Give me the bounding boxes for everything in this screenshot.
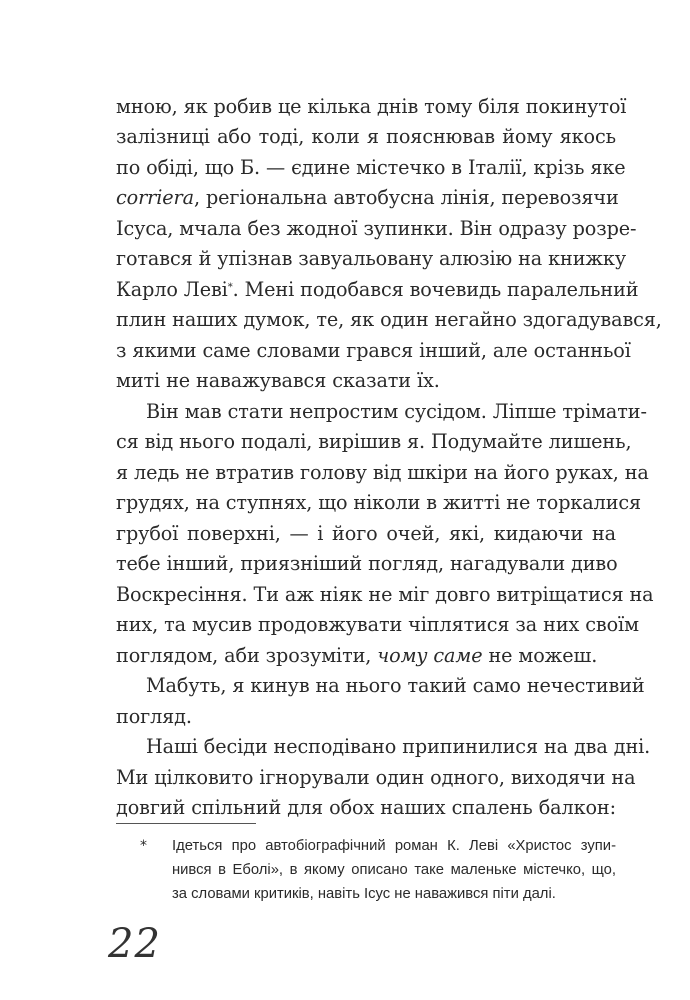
text-line <box>116 183 619 213</box>
footnote-line: за словами критиків, навіть Ісус не наважився піти далі. <box>172 886 556 902</box>
text-line: погляд. <box>116 705 192 728</box>
text-line: грубої поверхні, — і його очей, які, кидаючи на <box>116 522 616 545</box>
text-line: я ледь не втратив голову від шкіри на його руках, на <box>116 461 649 484</box>
text-span: . Мені подобався вочевидь паралельний <box>232 278 639 301</box>
italic-word: чому саме <box>377 644 483 667</box>
text-line: миті не наважувався сказати їх. <box>116 369 440 392</box>
text-line: Мабуть, я кинув на нього такий само нечестивий <box>146 674 645 697</box>
text-line <box>116 641 616 671</box>
footnote-line: Ідеться про автобіографічний роман К. Леві «Христос зупи- <box>172 838 616 854</box>
text-span: поглядом, аби зрозуміти, <box>116 644 378 667</box>
text-line: по обіді, що Б. — єдине містечко в Італії, крізь яке <box>116 156 626 179</box>
text-line: довгий спільний для обох наших спалень балкон: <box>116 796 616 819</box>
text-line: Він мав стати непростим сусідом. Ліпше трімати- <box>146 400 647 423</box>
text-line: з якими саме словами грався інший, але останньої <box>116 339 631 362</box>
footnote-mark: * <box>140 838 147 854</box>
text-span: , регіональна автобусна лінія, перевозячи <box>193 186 619 209</box>
text-line: Наші бесіди несподівано припинилися на два дні. <box>146 735 651 758</box>
page-number: 22 <box>108 921 161 967</box>
text-span: не можеш. <box>482 644 598 667</box>
italic-word: corriera <box>116 186 194 209</box>
text-line: мною, як робив це кілька днів тому біля покинутої <box>116 95 627 118</box>
footnote-line: нився в Еболі», в якому описано таке маленьке містечко, що, <box>172 862 616 878</box>
text-line <box>116 275 639 305</box>
footnote-rule <box>116 823 256 824</box>
text-line: Ми цілковито ігнорували один одного, виходячи на <box>116 766 636 789</box>
text-line: тебе інший, приязніший погляд, нагадували диво <box>116 552 618 575</box>
text-span: Карло Леві <box>116 278 228 301</box>
text-line: Воскресіння. Ти аж ніяк не міг довго витріщатися на <box>116 583 654 606</box>
text-line: грудях, на ступнях, що ніколи в житті не торкалися <box>116 491 642 514</box>
text-line: них, та мусив продовжувати чіплятися за них своїм <box>116 613 639 636</box>
text-line: ся від нього подалі, вирішив я. Подумайте лишень, <box>116 430 632 453</box>
footnote-ref: * <box>227 282 233 293</box>
text-line: залізниці або тоді, коли я пояснював йому якось <box>116 125 616 148</box>
text-line: готався й упізнав завуальовану алюзію на книжку <box>116 247 627 270</box>
text-line: плин наших думок, те, як один негайно здогадувався, <box>116 308 662 331</box>
text-line: Ісуса, мчала без жодної зупинки. Він одразу розре- <box>116 217 637 240</box>
